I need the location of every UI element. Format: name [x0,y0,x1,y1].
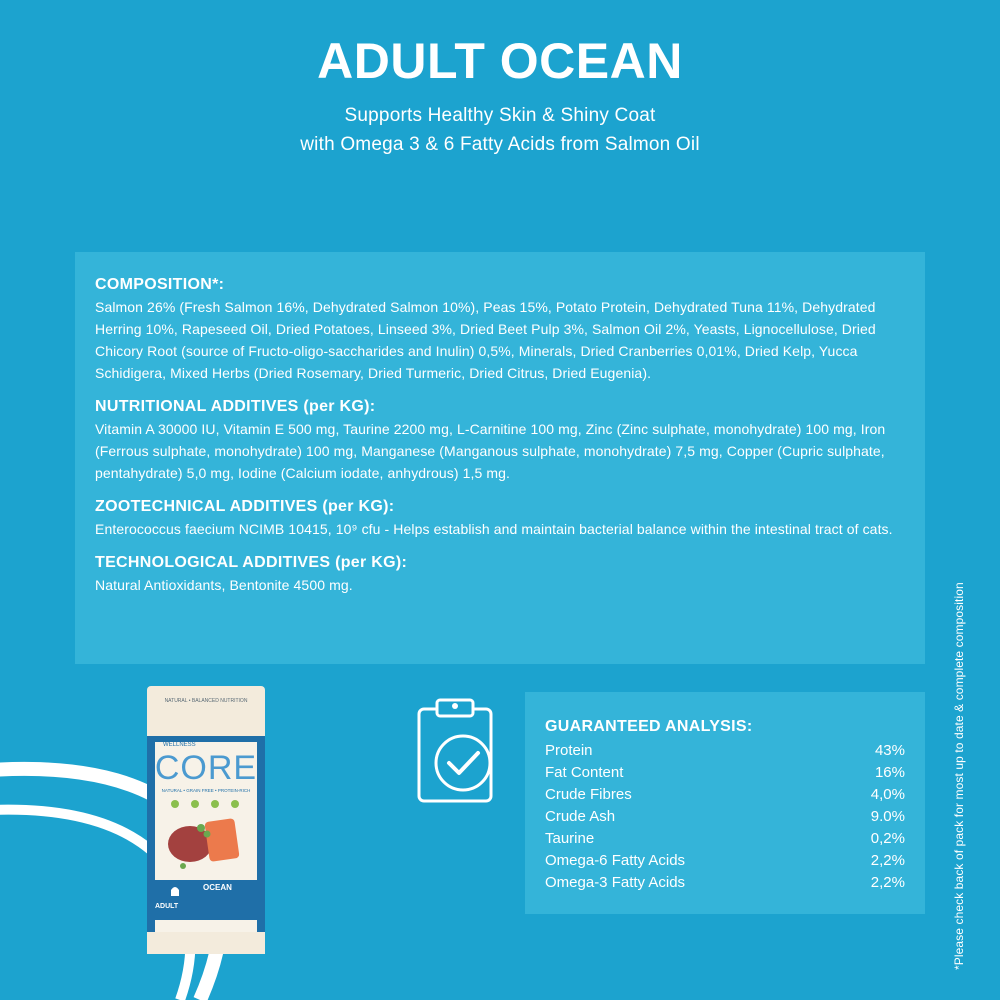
analysis-value: 16% [874,764,905,781]
zootechnical-additives-section [95,496,905,540]
product-bag-image [145,684,267,956]
nutritional-additives-section [95,396,905,484]
salmon-illustration [204,818,239,862]
analysis-row [545,850,905,872]
analysis-label: Crude Ash [545,808,616,825]
guaranteed-analysis-panel [525,692,925,914]
analysis-label: Taurine [545,830,595,847]
zootechnical-additives-text: Enterococcus faecium NCIMB 10415, 10⁹ cfu - Helps establish and maintain bacterial balance within the intestinal tract of cats. [95,521,893,537]
analysis-value: 9.0% [870,808,905,825]
zootechnical-additives-heading: ZOOTECHNICAL ADDITIVES (per KG): [95,498,395,515]
analysis-row [545,872,905,894]
technological-additives-text: Natural Antioxidants, Bentonite 4500 mg. [95,577,353,593]
bag-tagline: NATURAL • BALANCED NUTRITION [164,698,248,704]
clipboard-check-icon [410,695,500,807]
footnote: *Please check back of pack for most up to date & complete composition [952,582,966,970]
nutritional-additives-text: Vitamin A 30000 IU, Vitamin E 500 mg, Taurine 2200 mg, L-Carnitine 100 mg, Zinc (Zinc sulphate, monohydrate) 100 mg, Iron (Ferrous sulphate, monohydrate) 100 mg, Manganese (Manganous sulphate, monohydrate) 7,5 mg, Copper (Cupric sulphate, pentahydrate) 5,0 mg, Iodine (Calcium iodate, anhydrous) 1,5 mg. [95,421,886,481]
analysis-row [545,828,905,850]
analysis-label: Omega-3 Fatty Acids [545,874,686,891]
guaranteed-analysis-heading: GUARANTEED ANALYSIS: [545,718,753,735]
composition-section [95,274,905,384]
analysis-row [545,740,905,762]
page-subtitle-line-1: Supports Healthy Skin & Shiny Coat [344,105,656,126]
composition-heading: COMPOSITION*: [95,276,225,293]
composition-text: Salmon 26% (Fresh Salmon 16%, Dehydrated Salmon 10%), Peas 15%, Potato Protein, Dehydrated Tuna 11%, Dehydrated Herring 10%, Rapeseed Oil, Dried Potatoes, Linseed 3%, Dried Beet Pulp 3%, Salmon Oil 2%, Yeasts, Lignocellulose, Dried Chicory Root (source of Fructo-oligo-saccharides and Inulin) 0,5%, Minerals, Dried Cranberries 0,01%, Dried Kelp, Yucca Schidigera, Mixed Herbs (Dried Rosemary, Dried Turmeric, Dried Citrus, Dried Eugenia). [95,299,876,381]
technological-additives-heading: TECHNOLOGICAL ADDITIVES (per KG): [95,554,408,571]
composition-panel [75,252,925,664]
analysis-label: Omega-6 Fatty Acids [545,852,686,869]
bag-badge-icon [191,800,199,808]
bag-life-stage: ADULT [155,903,179,910]
nutritional-additives-heading: NUTRITIONAL ADDITIVES (per KG): [95,398,376,415]
bag-badge-icon [171,800,179,808]
bag-brand: CORE [154,749,258,787]
analysis-label: Fat Content [545,764,624,781]
bag-claims: NATURAL • GRAIN FREE • PROTEIN-RICH [161,788,251,793]
bag-badge-icon [231,800,239,808]
page-subtitle-line-2: with Omega 3 & 6 Fatty Acids from Salmon Oil [300,134,700,155]
analysis-label: Protein [545,742,593,759]
bag-flavor: OCEAN [203,883,232,892]
analysis-value: 2,2% [870,852,905,869]
analysis-value: 2,2% [870,874,905,891]
analysis-row [545,806,905,828]
analysis-row [545,784,905,806]
bag-brand-small: WELLNESS [163,742,196,748]
analysis-value: 43% [874,742,905,759]
technological-additives-section [95,552,905,596]
analysis-value: 4,0% [870,786,905,803]
page-title: ADULT OCEAN [317,33,683,89]
analysis-value: 0,2% [870,830,905,847]
analysis-row [545,762,905,784]
bag-badge-icon [211,800,219,808]
analysis-label: Crude Fibres [545,786,632,803]
